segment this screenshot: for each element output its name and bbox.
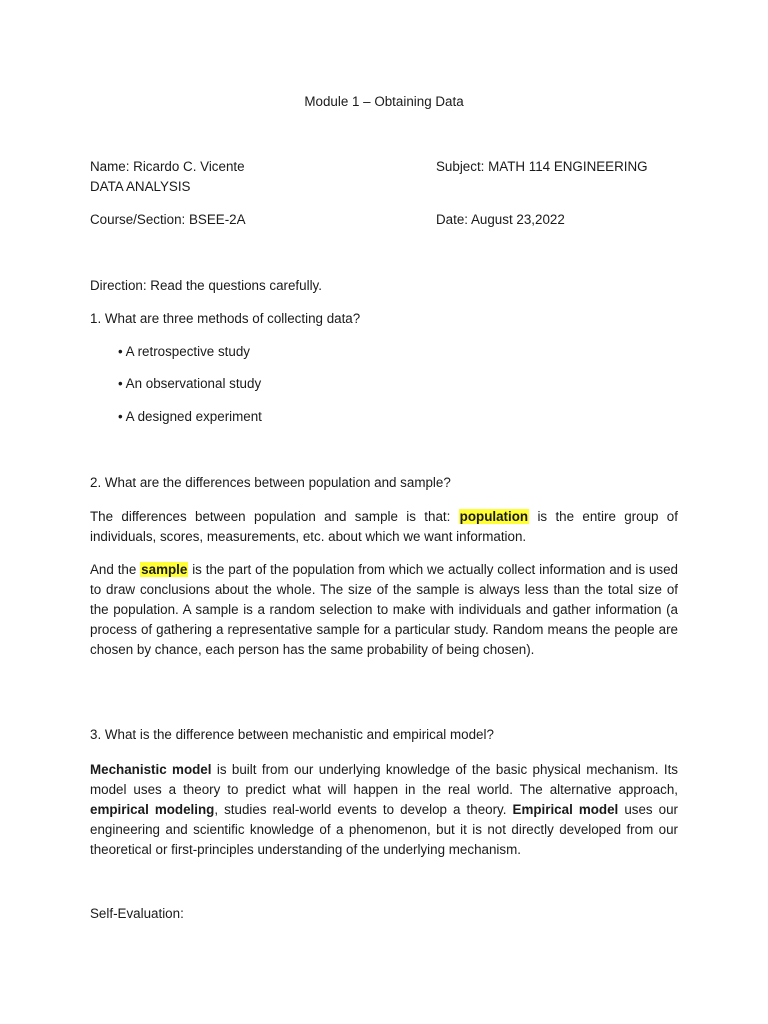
question-2: 2. What are the differences between population and sample? [90, 475, 451, 490]
highlighted-term-sample: sample [141, 562, 188, 577]
bold-term: empirical modeling [90, 802, 215, 817]
list-item: • A designed experiment [118, 409, 262, 424]
answer-2-paragraph-1 [90, 507, 678, 547]
answer-2-paragraph-2 [90, 560, 678, 660]
answer-text: is built from our underlying knowledge of the basic physical mechanism. Its model uses a theory to predict what will happen in the real world. The alternative approach, [90, 762, 678, 797]
answer-text: And the [90, 562, 141, 577]
course-section-field: Course/Section: BSEE-2A [90, 212, 246, 227]
answer-text: The differences between population and sample is that: [90, 509, 459, 524]
list-item: • A retrospective study [118, 344, 250, 359]
list-item: • An observational study [118, 376, 262, 391]
bold-term: Empirical model [512, 802, 619, 817]
question-1: 1. What are three methods of collecting data? [90, 311, 361, 326]
answer-text: is the part of the population from which we actually collect information and is used to draw conclusions about the whole. The size of the sample is always less than the total size of the population. A sample is a random selection to make with individuals and gather information (a process of gathering a representative sample for a particular study. Random means the people are chosen by chance, each person has the same probability of being chosen). [90, 562, 678, 657]
student-name: Name: Ricardo C. Vicente [90, 159, 245, 174]
highlighted-term-population: population [459, 509, 529, 524]
answer-text: is the entire group of individuals, scores, measurements, etc. about which we want information. [90, 509, 678, 544]
answer-text: , studies real-world events to develop a theory. [214, 802, 513, 817]
bold-term: Mechanistic model [90, 762, 212, 777]
page-title: Module 1 – Obtaining Data [304, 94, 464, 109]
date-field: Date: August 23,2022 [436, 212, 565, 227]
answer-3-paragraph [90, 760, 678, 860]
subject-field: Subject: MATH 114 ENGINEERING [436, 159, 648, 174]
name-continuation: DATA ANALYSIS [90, 179, 191, 194]
question-3: 3. What is the difference between mechanistic and empirical model? [90, 727, 494, 742]
self-evaluation-heading: Self-Evaluation: [90, 906, 184, 921]
answer-text: uses our engineering and scientific knowledge of a phenomenon, but it is not directly developed from our theoretical or first-principles understanding of the underlying mechanism. [90, 802, 678, 857]
direction-text: Direction: Read the questions carefully. [90, 278, 322, 293]
